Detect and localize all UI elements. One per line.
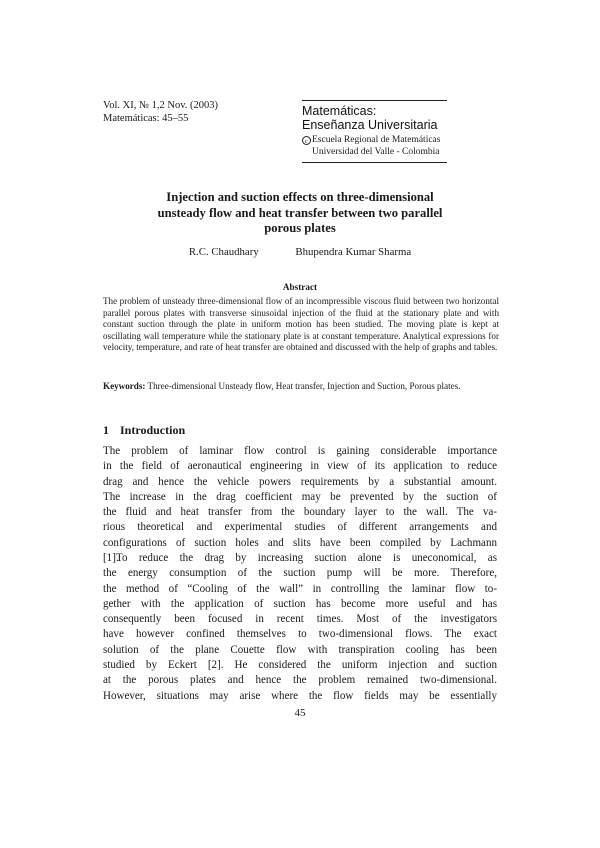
paper-title bbox=[100, 190, 500, 237]
author-2: Bhupendra Kumar Sharma bbox=[295, 246, 412, 258]
paragraph-line: the energy consumption of the suction pump will be more. Therefore, bbox=[103, 567, 497, 580]
title-line1: Injection and suction effects on three-dimensional bbox=[166, 190, 434, 204]
paragraph-line: The problem of laminar flow control is gaining considerable importance bbox=[103, 445, 497, 457]
header-rule-top bbox=[302, 100, 447, 101]
paragraph-line: To reduce the drag by increasing suction alone is uneconomical, as bbox=[116, 552, 497, 564]
paragraph-line: solution of the plane Couette flow with transpiration cooling has been bbox=[103, 643, 497, 656]
volume-info bbox=[103, 100, 218, 125]
journal-name bbox=[302, 105, 447, 132]
abstract-heading: Abstract bbox=[282, 282, 318, 292]
paragraph-line: rious theoretical and experimental studies of different arrangements and bbox=[103, 521, 497, 534]
title-line3: porous plates bbox=[264, 221, 336, 235]
paragraph-line: have however confined themselves to two-dimensional flows. The exact bbox=[103, 628, 497, 641]
paragraph-line: at the porous plates and hence the problem remained two-dimensional. bbox=[103, 674, 497, 687]
section-heading bbox=[103, 423, 185, 438]
pages-line: Matemáticas: 45–55 bbox=[103, 112, 189, 124]
keywords bbox=[103, 380, 499, 393]
section-title: Introduction bbox=[120, 423, 186, 437]
paragraph-line: in the field of aeronautical engineering in view of its application to reduce bbox=[103, 460, 497, 473]
copyright-icon: c bbox=[302, 136, 311, 145]
authors bbox=[100, 246, 500, 258]
affiliation bbox=[302, 134, 447, 158]
affiliation-line1: Escuela Regional de Matemáticas bbox=[312, 135, 441, 145]
paragraph-line: However, situations may arise where the flow fields may be essentially bbox=[103, 689, 497, 702]
affiliation-line2: Universidad del Valle - Colombia bbox=[312, 147, 440, 157]
paragraph-line: the method of “Cooling of the wall” in controlling the laminar flow to- bbox=[103, 582, 497, 595]
abstract-text: The problem of unsteady three-dimensional flow of an incompressible viscous fluid between two horizontal parallel porous plates with transverse sinusoidal injection of the fluid at the stationary plate and with constant suction through the plate in uniform motion has been studied. The moving plate is kept at oscillating wall temperature while the stationary plate is at constant temperature. Analytical expressions for velocity, temperature, and rate of heat transfer are obtained and discussed with the help of graphs and tables. bbox=[103, 296, 499, 353]
journal-name-line2: Enseñanza Universitaria bbox=[302, 117, 438, 132]
keywords-text: Three-dimensional Unsteady flow, Heat transfer, Injection and Suction, Porous plates. bbox=[147, 381, 461, 391]
header-rule-bottom bbox=[302, 162, 447, 163]
intro-paragraph-1 bbox=[103, 444, 497, 566]
journal-name-line1: Matemáticas: bbox=[302, 104, 377, 118]
intro-paragraph-2 bbox=[103, 551, 497, 704]
paragraph-line: The increase in the drag coefficient may be prevented by the suction of bbox=[103, 490, 497, 503]
volume-line: Vol. XI, № 1,2 Nov. (2003) bbox=[103, 100, 219, 111]
journal-block bbox=[302, 100, 447, 163]
paragraph-line: configurations of suction holes and slits have been compiled by Lachmann bbox=[103, 536, 497, 549]
author-1: R.C. Chaudhary bbox=[188, 246, 259, 258]
paragraph-line: [1]. bbox=[103, 552, 119, 565]
paragraph-line: consequently been focused in recent times. Most of the investigators bbox=[103, 613, 497, 626]
keywords-label: Keywords: bbox=[103, 381, 146, 391]
paragraph-line: gether with the application of suction has become more useful and has bbox=[103, 597, 497, 610]
paragraph-line: studied by Eckert [2]. He considered the uniform injection and suction bbox=[103, 659, 497, 672]
title-line2: unsteady flow and heat transfer between two parallel bbox=[157, 205, 443, 220]
section-number: 1 bbox=[103, 423, 109, 437]
paragraph-line: the fluid and heat transfer from the boundary layer to the wall. The va- bbox=[103, 506, 497, 519]
page-number: 45 bbox=[294, 707, 306, 719]
paragraph-line: drag and hence the vehicle powers requirements by a substantial amount. bbox=[103, 475, 497, 488]
